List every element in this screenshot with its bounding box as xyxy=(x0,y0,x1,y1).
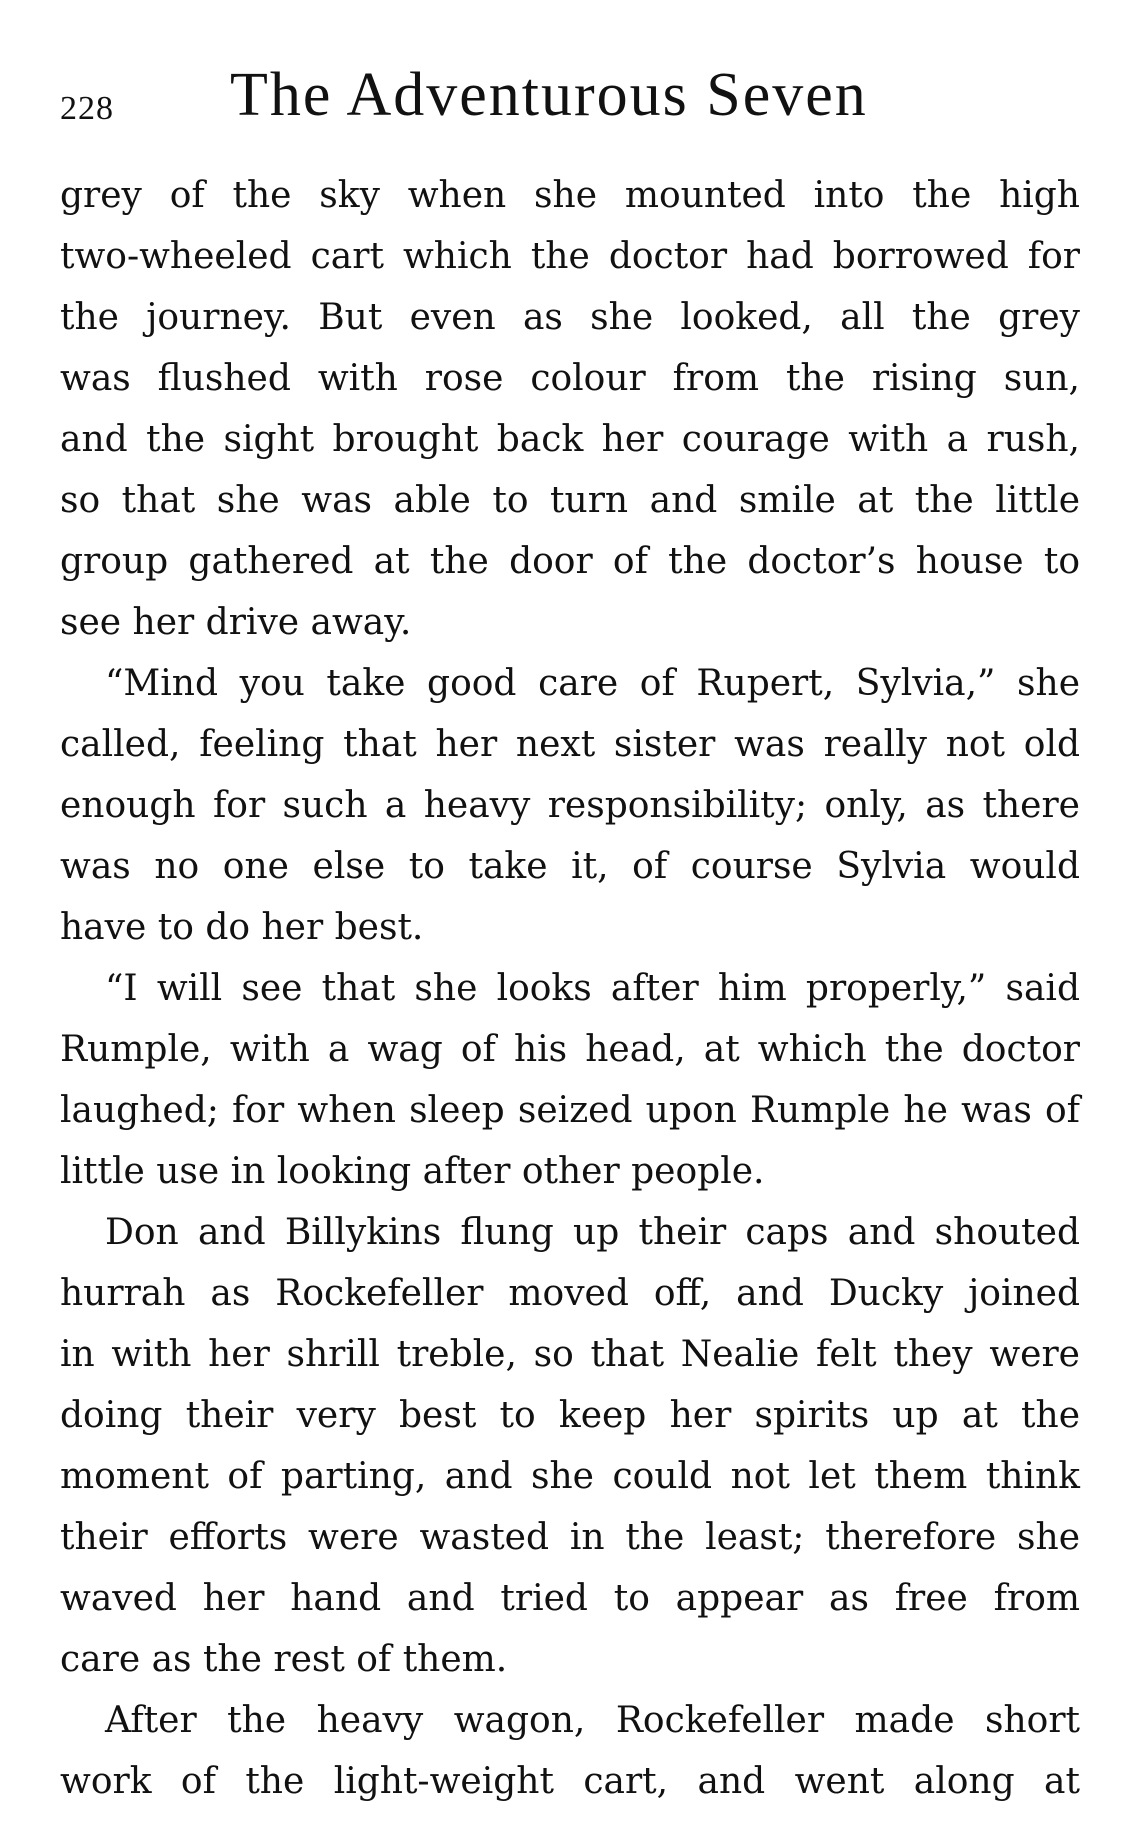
text-line: “I will see that she looks after him properly,” said xyxy=(105,968,1080,1009)
running-title: The Adventurous Seven xyxy=(230,61,868,129)
text-line: grey of the sky when she mounted into the high xyxy=(60,175,1080,216)
text-line: see her drive away. xyxy=(60,602,412,643)
text-line: “Mind you take good care of Rupert, Sylvia,” she xyxy=(105,663,1080,704)
text-line: hurrah as Rockefeller moved off, and Ducky joined xyxy=(60,1273,1080,1314)
text-line: little use in looking after other people. xyxy=(60,1151,765,1192)
text-line: care as the rest of them. xyxy=(60,1639,508,1680)
text-line: so that she was able to turn and smile at the little xyxy=(60,480,1080,521)
page-number: 228 xyxy=(60,90,114,127)
page-header xyxy=(60,60,1080,130)
book-page xyxy=(60,0,1080,1848)
text-line: waved her hand and tried to appear as free from xyxy=(60,1578,1080,1619)
text-line: was flushed with rose colour from the rising sun, xyxy=(60,358,1080,399)
text-line: work of the light-weight cart, and went along at xyxy=(60,1761,1080,1802)
text-line: two-wheeled cart which the doctor had borrowed for xyxy=(60,236,1080,277)
text-line: enough for such a heavy responsibility; only, as there xyxy=(60,785,1080,826)
text-line: their efforts were wasted in the least; therefore she xyxy=(60,1517,1080,1558)
text-line: in with her shrill treble, so that Nealie felt they were xyxy=(60,1334,1080,1375)
text-line: group gathered at the door of the doctor’s house to xyxy=(60,541,1080,582)
body-text xyxy=(60,165,1080,1812)
text-line: called, feeling that her next sister was really not old xyxy=(60,724,1080,765)
text-line: Don and Billykins flung up their caps and shouted xyxy=(105,1212,1080,1253)
text-line: laughed; for when sleep seized upon Rumple he was of xyxy=(60,1090,1080,1131)
text-line: the journey. But even as she looked, all the grey xyxy=(60,297,1080,338)
text-line: After the heavy wagon, Rockefeller made short xyxy=(105,1700,1080,1741)
text-line: and the sight brought back her courage with a rush, xyxy=(60,419,1080,460)
text-line: have to do her best. xyxy=(60,907,424,948)
text-line: Rumple, with a wag of his head, at which the doctor xyxy=(60,1029,1080,1070)
text-line: moment of parting, and she could not let them think xyxy=(60,1456,1080,1497)
text-line: doing their very best to keep her spirits up at the xyxy=(60,1395,1080,1436)
text-line: was no one else to take it, of course Sylvia would xyxy=(60,846,1080,887)
